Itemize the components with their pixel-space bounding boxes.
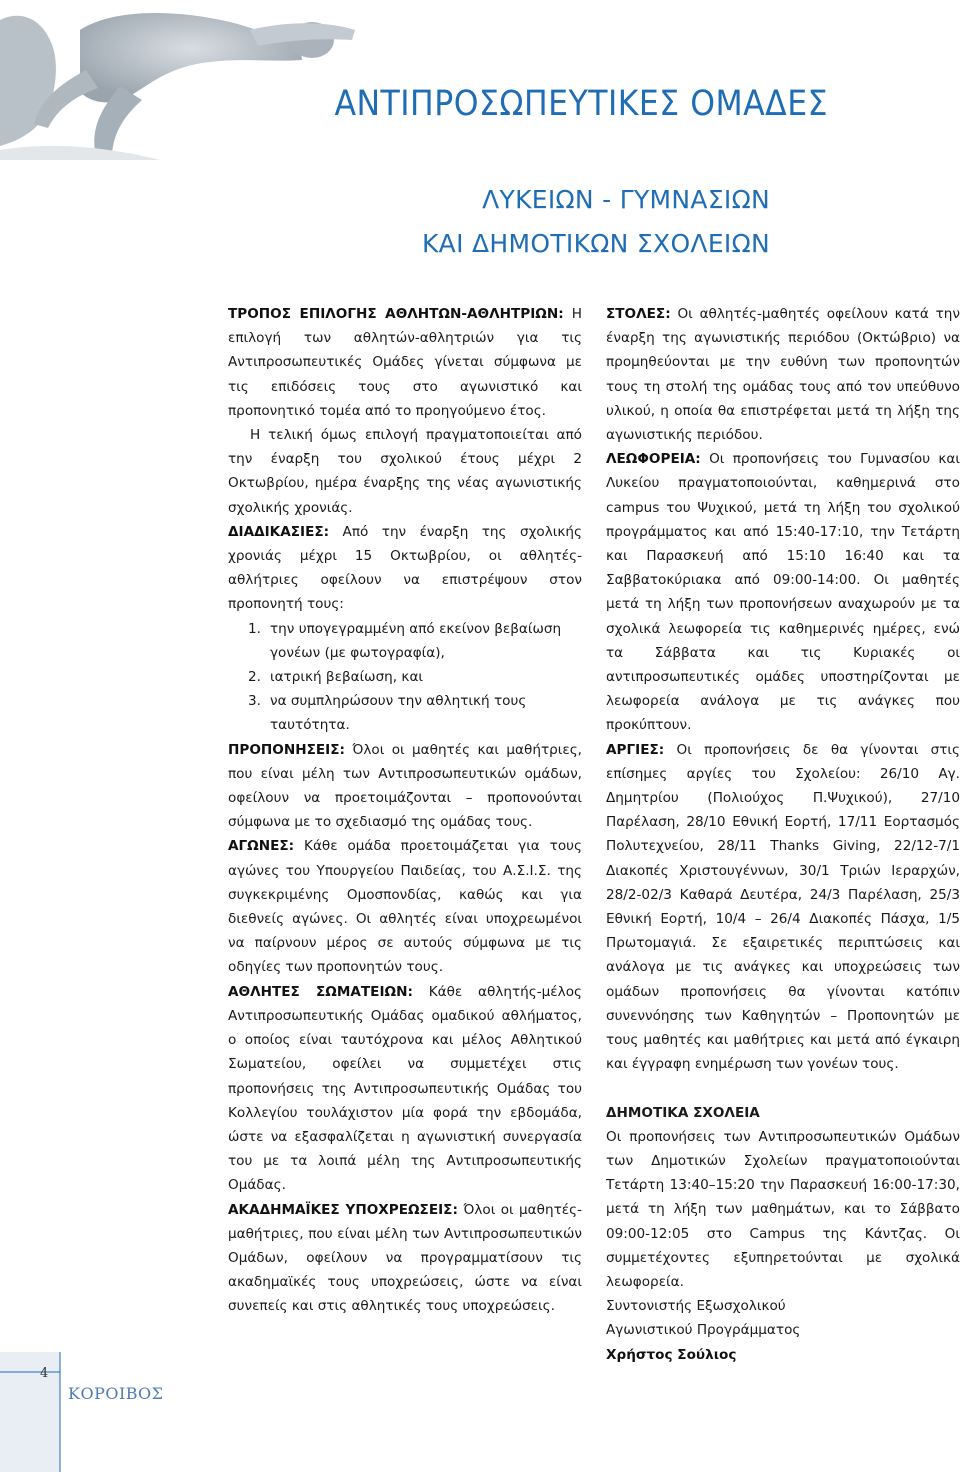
- athlete-illustration: [0, 0, 360, 160]
- buses-heading: ΛΕΩΦΟΡΕΙΑ:: [606, 451, 701, 468]
- holidays-text: Οι προπονήσεις δε θα γίνονται στις επίσημες αργίες του Σχολείου: 26/10 Αγ. Δημητρίου (Πολιούχος Π.Ψυχικού), 27/10 Παρέλαση, 28/10 Εθνική Εορτή, 17/11 Εορτασμός Πολυτεχνείου, 28/11 Thanks Giving, 22/12-7/1 Διακοπές Χριστουγέννων, 30/1 Τριών Ιεραρχών, 28/2-02/3 Καθαρά Δευτέρα, 24/3 Παρέλαση, 25/3 Εθνική Εορτή, 10/4 – 26/4 Διακοπές Πάσχα, 1/5 Πρωτομαγιά. Σε εξαιρετικές περιπτώσεις και ανάλογα με τις ανάγκες και υποχρεώσεις των ομάδων προπονήσεις θα γίνονται κατόπιν συνεννόησης των Καθηγητών – Προπονητών με τους μαθητές και μαθήτριες και μετά από έγκαιρη και έγγραφη ενημέρωση των γονέων τους.: [606, 741, 960, 1073]
- procedures-text: Από την έναρξη της σχολικής χρονιάς μέχρι 15 Οκτωβρίου, οι αθλητές-αθλήτριες οφείλουν να επιστρέψουν στον προπονητή τους:: [228, 523, 582, 613]
- academic-heading: ΑΚΑΔΗΜΑΪΚΕΣ ΥΠΟΧΡΕΩΣΕΙΣ:: [228, 1201, 458, 1218]
- buses-paragraph: [606, 447, 960, 737]
- page-subtitle: [422, 178, 770, 266]
- selection-paragraph: [228, 302, 582, 423]
- buses-text: Οι προπονήσεις του Γυμνασίου και Λυκείου πραγματοποιούνται, καθημερινά στο campus του Ψυχικού, μετά τη λήξη του σχολικού προγράμματος και από 15:40-17:10, την Τετάρτη και Παρασκευή από 15:10 16:40 και τα Σαββατοκύριακα από 09:00-14:00. Οι μαθητές μετά τη λήξη των προπονήσεων αναχωρούν με τα σχολικά λεωφορεία τις καθημερινές ημέρες, ενώ τα Σάββατα και τις Κυριακές οι αντιπροσωπευτικές ομάδες υποστηρίζονται με λεωφορεία ανάλογα με τις ανάγκες που προκύπτουν.: [606, 451, 960, 734]
- academic-text: Όλοι οι μαθητές-μαθήτριες, που είναι μέλη των Αντιπροσωπευτικών Ομάδων, οφείλουν να προγραμματίσουν τις ακαδημαϊκές τους υποχρεώσεις, ώστε να είναι συνεπείς και στις αθλητικές τους υποχρεώσεις.: [228, 1201, 582, 1315]
- page-number: 4: [40, 1366, 49, 1381]
- uniforms-heading: ΣΤΟΛΕΣ:: [606, 306, 671, 322]
- primary-heading: ΔΗΜΟΤΙΚΑ ΣΧΟΛΕΙΑ: [606, 1104, 760, 1121]
- holidays-heading: ΑΡΓΙΕΣ:: [606, 741, 665, 758]
- clubs-heading: ΑΘΛΗΤΕΣ ΣΩΜΑΤΕΙΩΝ:: [228, 983, 413, 1000]
- clubs-text: Κάθε αθλητής-μέλος Αντιπροσωπευτικής Ομάδας ομαδικού αθλήματος, ο οποίος είναι ταυτόχρονα και μέλος Αθλητικού Σωματείου, οφείλει να συμμετέχει στις προπονήσεις της Αντιπροσωπευτικής Ομάδας του Κολλεγίου τουλάχιστον μία φορά την εβδομάδα, ώστε να εξασφαλίζεται η αγωνιστική συνεργασία του με τα λοιπά μέλη της Αντιπροσωπευτικής Ομάδας.: [228, 983, 582, 1194]
- subtitle-line-2: ΚΑΙ ΔΗΜΟΤΙΚΩΝ ΣΧΟΛΕΙΩΝ: [421, 229, 770, 258]
- magazine-name: ΚΟΡΟΙΒΟΣ: [68, 1384, 164, 1403]
- procedures-list: [228, 617, 582, 738]
- training-paragraph: [228, 738, 582, 835]
- procedures-paragraph: [228, 520, 582, 617]
- selection-paragraph-2: Η τελική όμως επιλογή πραγματοποιείται από την έναρξη του σχολικού έτους μέχρι 2 Οκτωβρίου, ημέρα έναρξης της νέας αγωνιστικής σχολικής χρονιάς.: [228, 427, 582, 516]
- uniforms-paragraph: [606, 302, 960, 447]
- subtitle-line-1: ΛΥΚΕΙΩΝ - ΓΥΜΝΑΣΙΩΝ: [482, 185, 770, 214]
- footer-decoration: [0, 1352, 960, 1472]
- list-number: 2.: [248, 669, 261, 686]
- list-text: ιατρική βεβαίωση, και: [270, 669, 424, 686]
- games-text: Κάθε ομάδα προετοιμάζεται για τους αγώνες του Υπουργείου Παιδείας, του Α.Σ.Ι.Σ. της συγκεκριμένης Ομοσπονδίας, καθώς και για διεθνείς αγώνες. Οι αθλητές είναι υποχρεωμένοι να παίρνουν μέρος σε αυτούς σύμφωνα με τις οδηγίες των προπονητών τους.: [228, 838, 582, 976]
- list-text: την υπογεγραμμένη από εκείνον βεβαίωση γονέων (με φωτογραφία),: [270, 620, 562, 661]
- list-item: [248, 665, 582, 689]
- training-heading: ΠΡΟΠΟΝΗΣΕΙΣ:: [228, 741, 345, 758]
- left-column: [228, 302, 582, 1319]
- list-number: 1.: [248, 620, 261, 637]
- training-text: Όλοι οι μαθητές και μαθήτριες, που είναι μέλη των Αντιπροσωπευτικών ομάδων, οφείλουν να προετοιμάζονται – προπονούνται σύμφωνα με το σχεδιασμό της ομάδας τους.: [228, 741, 582, 831]
- uniforms-text: Οι αθλητές-μαθητές οφείλουν κατά την έναρξη της αγωνιστικής περιόδου (Οκτώβριο) να προμηθεύονται με την ευθύνη των προπονητών τους τη στολή της ομάδας τους από τον υπεύθυνο υλικού, η οποία θα επιστρέφεται μετά τη λήξη της αγωνιστικής περιόδου.: [606, 306, 960, 444]
- list-text: να συμπληρώσουν την αθλητική τους ταυτότητα.: [270, 693, 527, 734]
- games-paragraph: [228, 834, 582, 979]
- selection-text: Η επιλογή των αθλητών-αθλητριών για τις Αντιπροσωπευτικές Ομάδες γίνεται σύμφωνα με τις επιδόσεις τους στο αγωνιστικό και προπονητικό τομέα από το προηγούμενο έτος.: [228, 306, 582, 419]
- primary-text: Οι προπονήσεις των Αντιπροσωπευτικών Ομάδων των Δημοτικών Σχολείων πραγματοποιούνται Τετάρτη 13:40–15:20 την Παρασκευή 16:00-17:30, μετά τη λήξη των μαθημάτων, και το Σάββατο 09:00-12:05 στο Campus της Κάντζας. Οι συμμετέχοντες εξυπηρετούνται με σχολικά λεωφορεία.: [606, 1128, 960, 1290]
- right-column: [606, 302, 960, 1367]
- signature-line-2: Αγωνιστικού Προγράμματος: [606, 1322, 801, 1339]
- clubs-paragraph: [228, 980, 582, 1198]
- academic-paragraph: [228, 1198, 582, 1319]
- selection-heading: ΤΡΟΠΟΣ ΕΠΙΛΟΓΗΣ ΑΘΛΗΤΩΝ-ΑΘΛΗΤΡΙΩΝ:: [228, 306, 564, 322]
- page-title: ΑΝΤΙΠΡΟΣΩΠΕΥΤΙΚΕΣ ΟΜΑΔΕΣ: [334, 84, 828, 124]
- signature-line-1: Συντονιστής Εξωσχολικού: [606, 1298, 786, 1315]
- list-number: 3.: [248, 693, 261, 710]
- procedures-heading: ΔΙΑΔΙΚΑΣΙΕΣ:: [228, 523, 330, 540]
- list-item: [248, 689, 582, 737]
- holidays-paragraph: [606, 738, 960, 1077]
- signature-name-text: Χρήστος Σούλιος: [606, 1346, 737, 1363]
- games-heading: ΑΓΩΝΕΣ:: [228, 838, 295, 855]
- list-item: [248, 617, 582, 665]
